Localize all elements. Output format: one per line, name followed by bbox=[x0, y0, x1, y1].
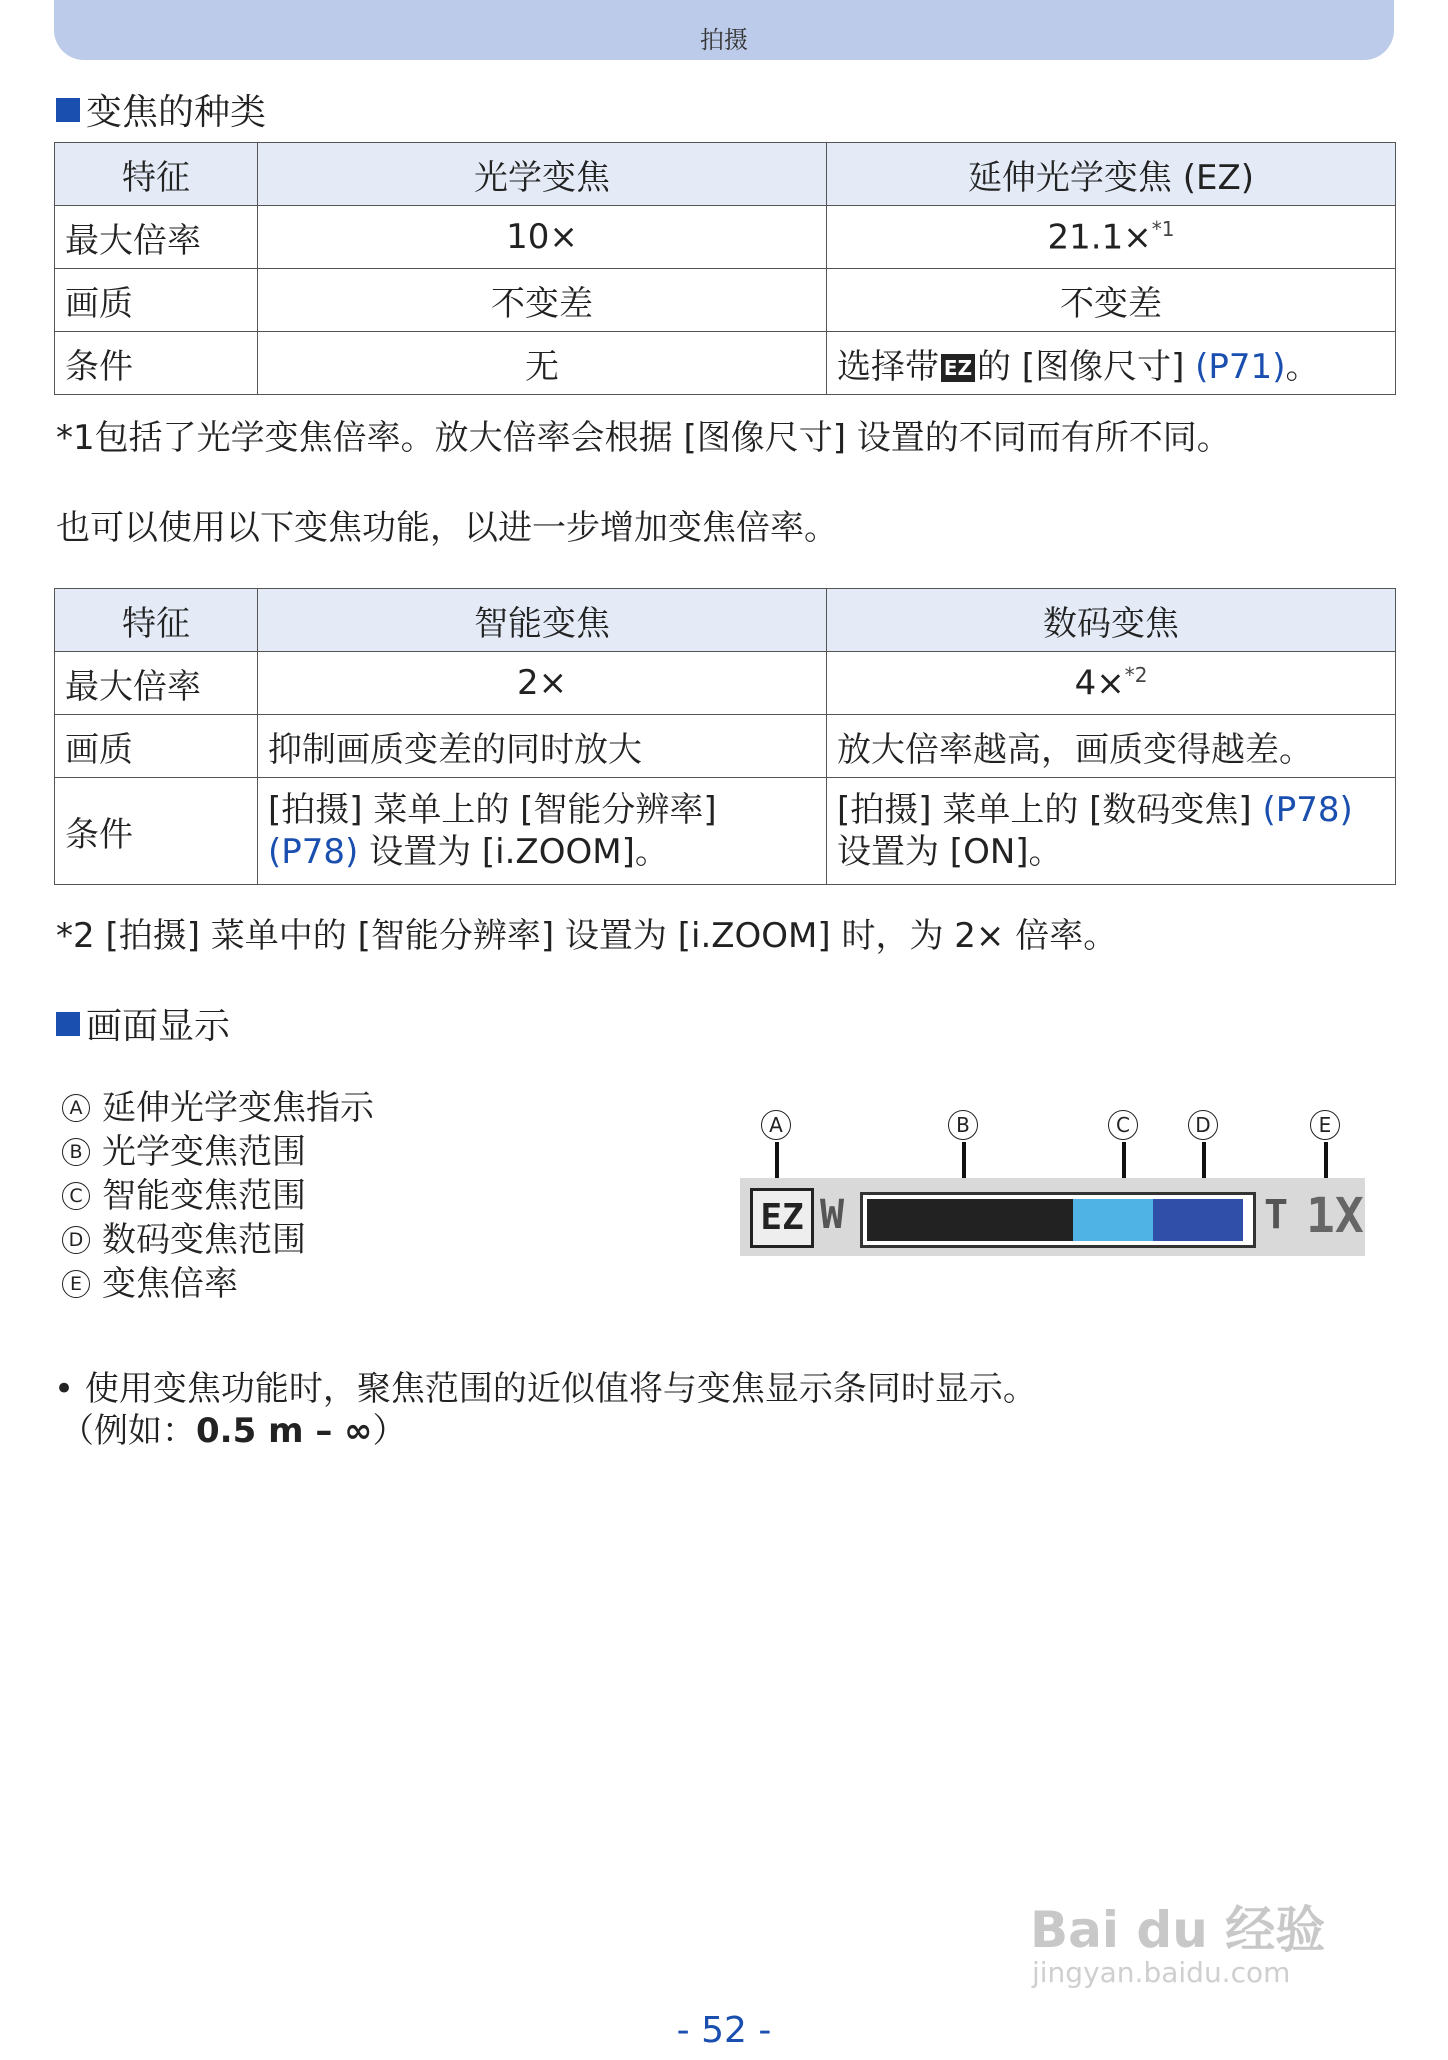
row-label: 画质 bbox=[55, 715, 258, 778]
zoom-types-table bbox=[54, 142, 1396, 395]
callout-e-icon: E bbox=[62, 1270, 90, 1298]
smart-quality: 抑制画质变差的同时放大 bbox=[258, 715, 827, 778]
table-header-row bbox=[55, 589, 1396, 652]
wide-label: W bbox=[820, 1192, 845, 1238]
optical-quality: 不变差 bbox=[258, 269, 827, 332]
legend-text: 变焦倍率 bbox=[102, 1264, 238, 1304]
table-row bbox=[55, 332, 1396, 395]
square-bullet-icon bbox=[56, 98, 80, 122]
zoom-display-legend bbox=[62, 1086, 374, 1306]
section-heading-text: 变焦的种类 bbox=[86, 92, 267, 133]
legend-item bbox=[62, 1086, 374, 1130]
row-label: 最大倍率 bbox=[55, 652, 258, 715]
table-row bbox=[55, 206, 1396, 269]
row-label: 画质 bbox=[55, 269, 258, 332]
section-heading-screen-display bbox=[56, 998, 230, 1049]
tele-label: T bbox=[1264, 1192, 1289, 1238]
optical-condition: 无 bbox=[258, 332, 827, 395]
callout-b-icon: B bbox=[948, 1110, 978, 1140]
ez-max-zoom: 21.1× bbox=[1047, 217, 1152, 258]
focus-note-line1: • 使用变焦功能时，聚焦范围的近似值将与变焦显示条同时显示。 bbox=[54, 1369, 1037, 1409]
table-row bbox=[55, 652, 1396, 715]
section-heading-zoom-types bbox=[56, 84, 266, 135]
optical-max-zoom: 10× bbox=[258, 206, 827, 269]
digital-zoom-segment bbox=[1153, 1199, 1243, 1241]
row-label: 条件 bbox=[55, 332, 258, 395]
legend-item bbox=[62, 1218, 374, 1262]
intro-paragraph: 也可以使用以下变焦功能，以进一步增加变焦倍率。 bbox=[56, 508, 838, 548]
baidu-watermark-logo: Bai du 经验 bbox=[1030, 1901, 1326, 1959]
callout-a-icon: A bbox=[62, 1094, 90, 1122]
legend-text: 数码变焦范围 bbox=[102, 1220, 306, 1260]
ez-condition-suffix: 。 bbox=[1285, 346, 1320, 387]
callout-e-icon: E bbox=[1310, 1110, 1340, 1140]
section-heading-text: 画面显示 bbox=[86, 1006, 231, 1047]
zoom-bar-figure bbox=[740, 1100, 1370, 1260]
focus-note-line2 bbox=[54, 1410, 1037, 1452]
legend-text: 光学变焦范围 bbox=[102, 1132, 306, 1172]
focus-range-note bbox=[54, 1368, 1037, 1452]
callout-d-icon: D bbox=[62, 1226, 90, 1254]
legend-text: 延伸光学变焦指示 bbox=[102, 1088, 374, 1128]
table-header-cell: 延伸光学变焦 (EZ) bbox=[827, 143, 1396, 206]
baidu-watermark-url: jingyan.baidu.com bbox=[1032, 1956, 1291, 1989]
smart-zoom-segment bbox=[1073, 1199, 1153, 1241]
row-label: 条件 bbox=[55, 778, 258, 885]
row-label: 最大倍率 bbox=[55, 206, 258, 269]
table-header-cell: 数码变焦 bbox=[827, 589, 1396, 652]
smart-condition-line2: 设置为 [i.ZOOM]。 bbox=[358, 832, 669, 872]
callout-c-icon: C bbox=[1108, 1110, 1138, 1140]
ez-condition-prefix: 选择带 bbox=[837, 346, 939, 387]
footnote-2: *2 [拍摄] 菜单中的 [智能分辨率] 设置为 [i.ZOOM] 时，为 2× 倍率。 bbox=[56, 916, 1118, 956]
ez-indicator-icon: EZ bbox=[750, 1188, 814, 1248]
page-link-p78[interactable]: (P78) bbox=[1262, 790, 1353, 830]
callout-d-icon: D bbox=[1188, 1110, 1218, 1140]
table-header-row bbox=[55, 143, 1396, 206]
example-prefix: （例如： bbox=[60, 1411, 196, 1451]
footnote-1: *1包括了光学变焦倍率。放大倍率会根据 [图像尺寸] 设置的不同而有所不同。 bbox=[56, 418, 1231, 458]
digital-quality: 放大倍率越高，画质变得越差。 bbox=[827, 715, 1396, 778]
smart-condition bbox=[258, 778, 827, 885]
callout-a-icon: A bbox=[761, 1110, 791, 1140]
digital-max-zoom-cell bbox=[827, 652, 1396, 715]
footnote-marker: *1 bbox=[1151, 216, 1175, 241]
zoom-range-bar bbox=[860, 1192, 1256, 1248]
header-band bbox=[54, 0, 1394, 60]
callout-b-icon: B bbox=[62, 1138, 90, 1166]
ez-quality: 不变差 bbox=[827, 269, 1396, 332]
table-header-cell: 特征 bbox=[55, 589, 258, 652]
optical-zoom-segment bbox=[867, 1199, 1073, 1241]
table-header-cell: 智能变焦 bbox=[258, 589, 827, 652]
page-link-p71[interactable]: (P71) bbox=[1195, 346, 1286, 387]
legend-text: 智能变焦范围 bbox=[102, 1176, 306, 1216]
zoom-ratio-value: 1X bbox=[1306, 1188, 1364, 1244]
digital-condition bbox=[827, 778, 1396, 885]
table-row bbox=[55, 778, 1396, 885]
square-bullet-icon bbox=[56, 1012, 80, 1036]
ez-condition-mid: 的 [图像尺寸] bbox=[977, 346, 1185, 387]
ez-condition bbox=[827, 332, 1396, 395]
page-link-p78[interactable]: (P78) bbox=[268, 832, 359, 872]
footnote-marker: *2 bbox=[1124, 662, 1148, 687]
table-header-cell: 特征 bbox=[55, 143, 258, 206]
digital-condition-line1: [拍摄] 菜单上的 [数码变焦] bbox=[837, 790, 1263, 830]
legend-item bbox=[62, 1130, 374, 1174]
legend-item bbox=[62, 1174, 374, 1218]
smart-max-zoom: 2× bbox=[258, 652, 827, 715]
digital-max-zoom: 4× bbox=[1074, 663, 1125, 704]
smart-condition-line1: [拍摄] 菜单上的 [智能分辨率] bbox=[268, 790, 717, 830]
table-header-cell: 光学变焦 bbox=[258, 143, 827, 206]
callout-c-icon: C bbox=[62, 1182, 90, 1210]
table-row bbox=[55, 715, 1396, 778]
ez-icon: EZ bbox=[941, 354, 975, 382]
example-suffix: ） bbox=[372, 1411, 407, 1451]
example-value: 0.5 m – ∞ bbox=[196, 1411, 373, 1451]
digital-condition-line2: 设置为 [ON]。 bbox=[837, 832, 1063, 872]
table-row bbox=[55, 269, 1396, 332]
ez-max-zoom-cell bbox=[827, 206, 1396, 269]
header-title: 拍摄 bbox=[700, 26, 748, 54]
extra-zoom-table bbox=[54, 588, 1396, 885]
legend-item bbox=[62, 1262, 374, 1306]
page-number: - 52 - bbox=[676, 2010, 772, 2051]
